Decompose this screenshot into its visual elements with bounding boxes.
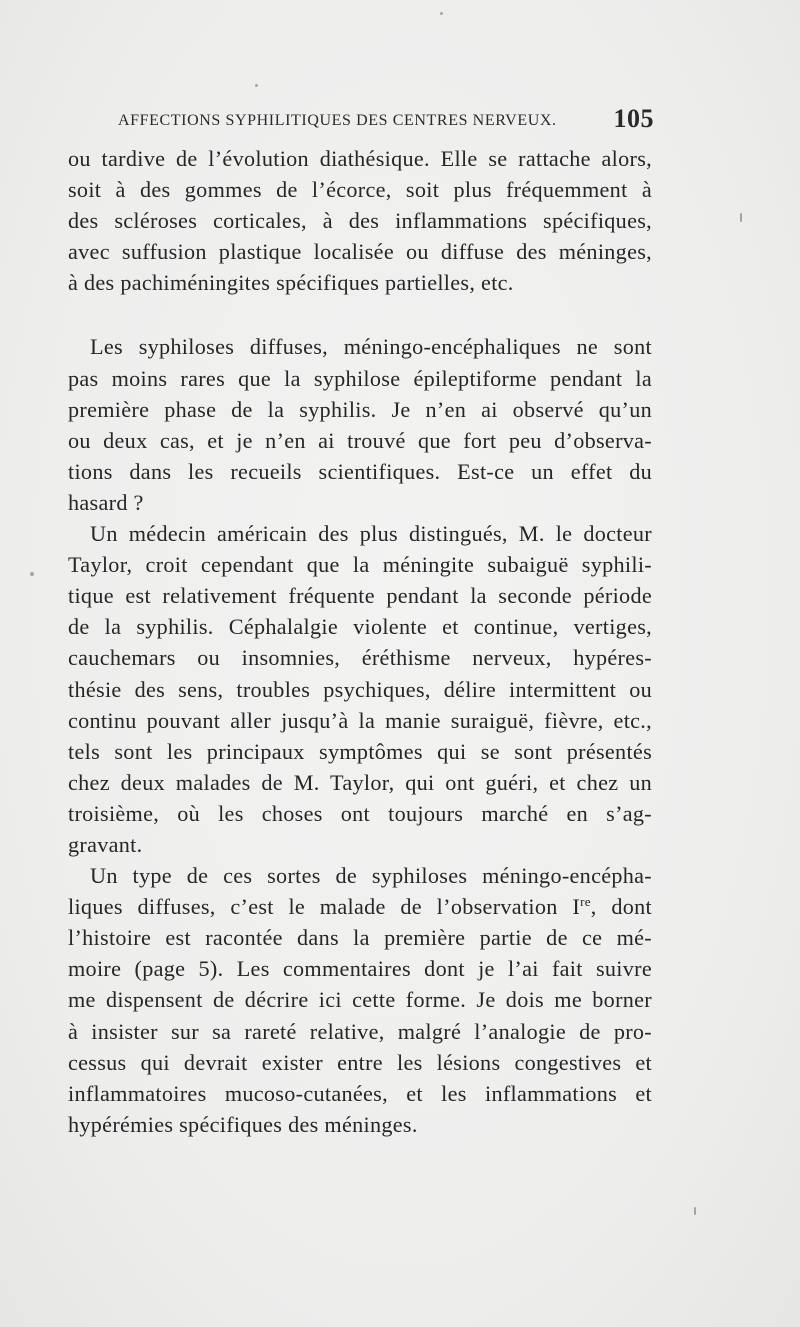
text-fragment: liques diffuses, c’est le malade de l’observation I: [68, 894, 581, 920]
paragraph-3: [68, 518, 652, 860]
text-line: avec suffusion plastique localisée ou diffuse des méninges,: [68, 239, 652, 265]
text-line: hypérémies spécifiques des méninges.: [68, 1111, 418, 1137]
text-line: thésie des sens, troubles psychiques, délire intermittent ou: [68, 676, 652, 702]
text-line: tels sont les principaux symptômes qui se sont présentés: [68, 738, 652, 764]
text-line: gravant.: [68, 831, 143, 857]
text-line: à insister sur sa rareté relative, malgré l’analogie de pro-: [68, 1018, 652, 1044]
ink-speck: [440, 12, 443, 15]
text-line: Un médecin américain des plus distingués, M. le docteur: [90, 521, 652, 547]
text-line: pas moins rares que la syphilose épileptiforme pendant la: [68, 365, 652, 391]
text-line: hasard ?: [68, 489, 144, 515]
text-line: tique est relativement fréquente pendant la seconde période: [68, 583, 652, 609]
ink-speck: [740, 213, 742, 222]
text-line: me dispensent de décrire ici cette forme. Je dois me borner: [68, 987, 652, 1013]
text-line: Taylor, croit cependant que la méningite subaiguë syphili-: [68, 552, 652, 578]
text-line: ou tardive de l’évolution diathésique. Elle se rattache alors,: [68, 146, 652, 171]
text-line: inflammatoires mucoso-cutanées, et les inflammations et: [68, 1080, 652, 1106]
text-line: première phase de la syphilis. Je n’en ai observé qu’un: [68, 396, 652, 422]
page-number: 105: [613, 104, 654, 133]
superscript: re: [580, 894, 591, 910]
ink-speck: [694, 1207, 696, 1215]
text-line-with-superscript: [68, 891, 652, 922]
text-line: Les syphiloses diffuses, méningo-encéphaliques ne sont: [90, 334, 652, 360]
text-line: à des pachiméningites spécifiques partielles, etc.: [68, 270, 514, 296]
text-fragment: , dont: [590, 894, 653, 920]
text-line: chez deux malades de M. Taylor, qui ont guéri, et chez un: [68, 769, 652, 795]
paragraph-4: [68, 860, 652, 1140]
text-line: de la syphilis. Céphalalgie violente et continue, vertiges,: [68, 614, 652, 640]
text-line: soit à des gommes de l’écorce, soit plus fréquemment à: [68, 177, 652, 203]
text-line: des scléroses corticales, à des inflammations spécifiques,: [68, 208, 652, 234]
text-line: Un type de ces sortes de syphiloses méningo-encépha-: [90, 863, 652, 889]
paragraph-gap: [68, 298, 652, 331]
body-text: [68, 143, 652, 1140]
text-line: continu pouvant aller jusqu’à la manie suraiguë, fièvre, etc.,: [68, 707, 652, 733]
text-line: cauchemars ou insomnies, éréthisme nerveux, hypéres-: [68, 645, 652, 671]
text-line: cessus qui devrait exister entre les lésions congestives et: [68, 1049, 652, 1075]
ink-speck: [30, 572, 34, 576]
paragraph-1: [68, 143, 652, 298]
text-line: l’histoire est racontée dans la première partie de ce mé-: [68, 925, 652, 951]
text-line: tions dans les recueils scientifiques. Est-ce un effet du: [68, 458, 652, 484]
text-line: moire (page 5). Les commentaires dont je l’ai fait suivre: [68, 956, 652, 982]
page-header: [118, 104, 654, 134]
text-line: troisième, où les choses ont toujours marché en s’ag-: [68, 800, 652, 826]
paragraph-2: [68, 331, 652, 518]
running-head: AFFECTIONS SYPHILITIQUES DES CENTRES NERVEUX.: [118, 112, 557, 129]
ink-speck: [255, 84, 258, 87]
text-line: ou deux cas, et je n’en ai trouvé que fort peu d’observa-: [68, 427, 652, 453]
